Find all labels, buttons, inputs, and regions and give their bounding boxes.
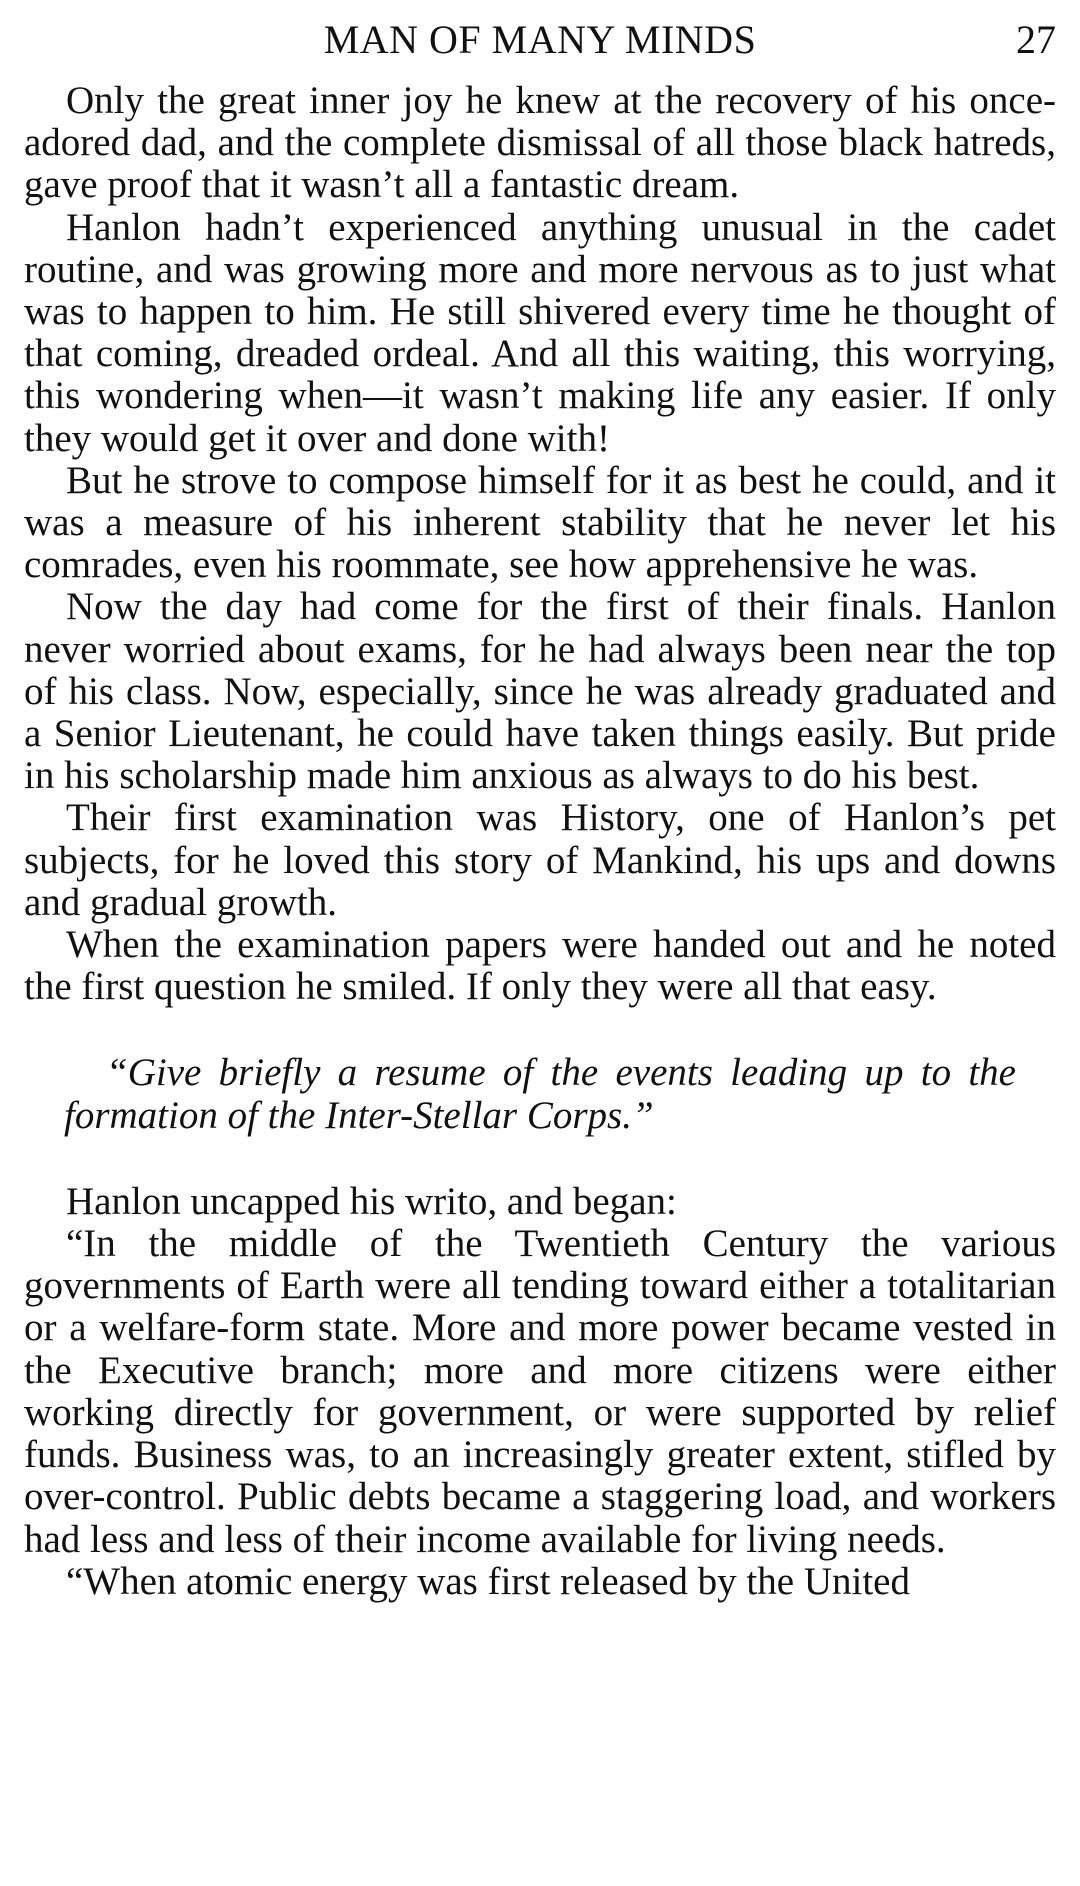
book-page [24,0,1056,1886]
page-number: 27 [1016,17,1056,62]
paragraph: “In the middle of the Twentieth Century the various governments of Earth were all tending toward either a totalitarian or a welfare-form state. More and more power became vested in the Executive branch; more and more citizens were either working directly for government, or were supported by relief funds. Business was, to an increasingly greater extent, stifled by over-control. Public debts became a staggering load, and workers had less and less of their income available for living needs. [24,1222,1056,1561]
paragraph: But he strove to compose himself for it as best he could, and it was a measure of his inherent stability that he never let his comrades, even his roommate, see how apprehensive he was. [24,458,1056,587]
paragraph: “When atomic energy was first released by the United [66,1559,910,1603]
paragraph: Now the day had come for the first of their finals. Hanlon never worried about exams, for he had always been near the top of his class. Now, especially, since he was already graduated and a Senior Lieutenant, he could have taken things easily. But pride in his scholarship made him anxious as always to do his best. [24,585,1056,798]
paragraph: When the examination papers were handed out and he noted the first question he smiled. If only they were all that easy. [24,923,1056,1009]
paragraph: Hanlon uncapped his writo, and began: [66,1179,677,1223]
body-text [24,80,1056,1603]
running-head [24,0,1056,80]
running-title: MAN OF MANY MINDS [323,17,757,62]
exam-question-quote: “Give briefly a resume of the events leading up to the formation of the Inter-Stellar Corps.” [64,1051,1016,1137]
paragraph: Only the great inner joy he knew at the recovery of his once-adored dad, and the complete dismissal of all those black hatreds, gave proof that it wasn’t all a fantastic dream. [24,79,1056,207]
paragraph: Hanlon hadn’t experienced anything unusual in the cadet routine, and was growing more and more nervous as to just what was to happen to him. He still shivered every time he thought of that coming, dreaded ordeal. And all this waiting, this worrying, this wondering when—it wasn’t making life any easier. If only they would get it over and done with! [24,205,1056,460]
paragraph: Their first examination was History, one of Hanlon’s pet subjects, for he loved this story of Mankind, his ups and downs and gradual growth. [24,796,1056,924]
